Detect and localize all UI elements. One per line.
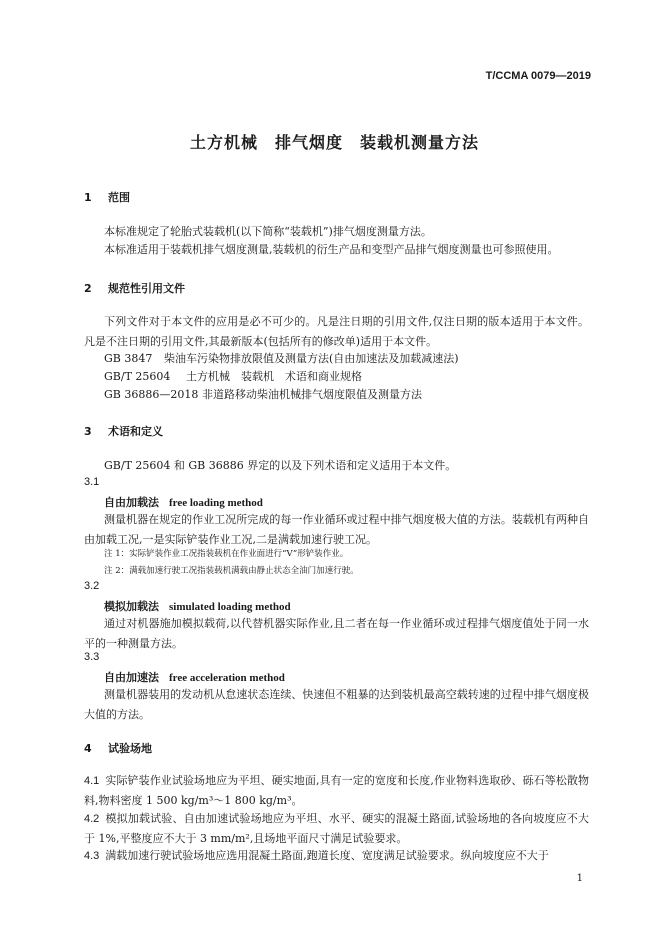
section-1-heading <box>84 189 130 205</box>
reference-code: GB 36886—2018 <box>104 388 199 401</box>
term-zh: 自由加速法 <box>104 671 159 684</box>
term-number: 3.1 <box>84 476 100 488</box>
clause-number: 4.2 <box>84 813 100 825</box>
standard-code: T/CCMA 0079—2019 <box>485 70 591 82</box>
term-entry <box>104 669 285 685</box>
term-definition: 通过对机器施加模拟载荷,以代替机器实际作业,且二者在每一作业循环或过程排气烟度值处于同一水平的一种测量方法。 <box>84 617 589 650</box>
term-en: simulated loading method <box>169 601 291 613</box>
section-number: 2 <box>84 282 92 295</box>
term-entry <box>104 598 291 614</box>
section-3-intro: GB/T 25604 和 GB 36886 界定的以及下列术语和定义适用于本文件。 <box>104 459 457 472</box>
section-3-heading <box>84 423 163 439</box>
clause-text: 模拟加载试验、自由加速试验场地应为平坦、水平、硬实的混凝土路面,试验场地的各向坡度应不大于 1%,平整度应不大于 3 mm/m²,且场地平面尺寸满足试验要求。 <box>84 812 589 845</box>
section-1-para-2: 本标准适用于装载机排气烟度测量,装载机的衍生产品和变型产品排气烟度测量也可参照使用。 <box>104 243 559 256</box>
normative-reference <box>104 349 459 368</box>
clause-text: 实际铲装作业试验场地应为平坦、硬实地面,具有一定的宽度和长度,作业物料选取砂、砾石等松散物料,物料密度 1 500 kg/m³～1 800 kg/m³。 <box>84 774 589 807</box>
term-note: 注 2：满载加速行驶工况指装载机满载由静止状态全油门加速行驶。 <box>104 566 359 576</box>
term-number: 3.3 <box>84 651 100 663</box>
reference-title: 非道路移动柴油机械排气烟度限值及测量方法 <box>202 388 422 401</box>
document-title: 土方机械 排气烟度 装载机测量方法 <box>189 133 479 152</box>
term-entry <box>104 494 263 510</box>
clause <box>84 809 589 849</box>
section-4-heading <box>84 740 152 756</box>
term-definition: 测量机器装用的发动机从怠速状态连续、快速但不粗暴的达到装机最高空载转速的过程中排气烟度极大值的方法。 <box>84 688 589 721</box>
section-number: 4 <box>84 742 92 755</box>
term-zh: 模拟加载法 <box>104 600 159 613</box>
clause <box>84 771 589 811</box>
reference-code: GB 3847 <box>104 352 153 365</box>
reference-title: 柴油车污染物排放限值及测量方法(自由加速法及加载减速法) <box>164 352 459 365</box>
normative-reference <box>104 385 422 404</box>
term-number: 3.2 <box>84 580 100 592</box>
term-note: 注 1：实际铲装作业工况指装载机在作业面进行“V”形铲装作业。 <box>104 549 349 559</box>
clause <box>84 846 589 866</box>
reference-code: GB/T 25604 <box>104 370 171 383</box>
clause-number: 4.3 <box>84 850 100 862</box>
section-title: 规范性引用文件 <box>108 282 185 295</box>
term-en: free loading method <box>169 497 263 509</box>
term-en: free acceleration method <box>169 672 285 684</box>
section-2-heading <box>84 280 185 296</box>
term-zh: 自由加载法 <box>104 496 159 509</box>
section-title: 术语和定义 <box>108 425 163 438</box>
term-definition: 测量机器在规定的作业工况所完成的每一作业循环或过程中排气烟度极大值的方法。装载机有两种自由加载工况,一是实际铲装作业工况,二是满载加速行驶工况。 <box>84 513 589 546</box>
normative-reference <box>104 367 362 386</box>
clause-number: 4.1 <box>84 775 100 787</box>
clause-text: 满载加速行驶试验场地应选用混凝土路面,跑道长度、宽度满足试验要求。纵向坡度应不大于 <box>105 849 549 862</box>
section-number: 1 <box>84 191 92 204</box>
section-title: 试验场地 <box>108 742 152 755</box>
page-number: 1 <box>576 873 583 884</box>
section-2-intro: 下列文件对于本文件的应用是必不可少的。凡是注日期的引用文件,仅注日期的版本适用于本文件。凡是不注日期的引用文件,其最新版本(包括所有的修改单)适用于本文件。 <box>84 315 589 348</box>
section-number: 3 <box>84 425 92 438</box>
reference-title: 土方机械 装载机 术语和商业规格 <box>186 370 362 383</box>
section-1-para-1: 本标准规定了轮胎式装载机(以下简称“装载机”)排气烟度测量方法。 <box>104 225 432 238</box>
section-title: 范围 <box>108 191 130 204</box>
